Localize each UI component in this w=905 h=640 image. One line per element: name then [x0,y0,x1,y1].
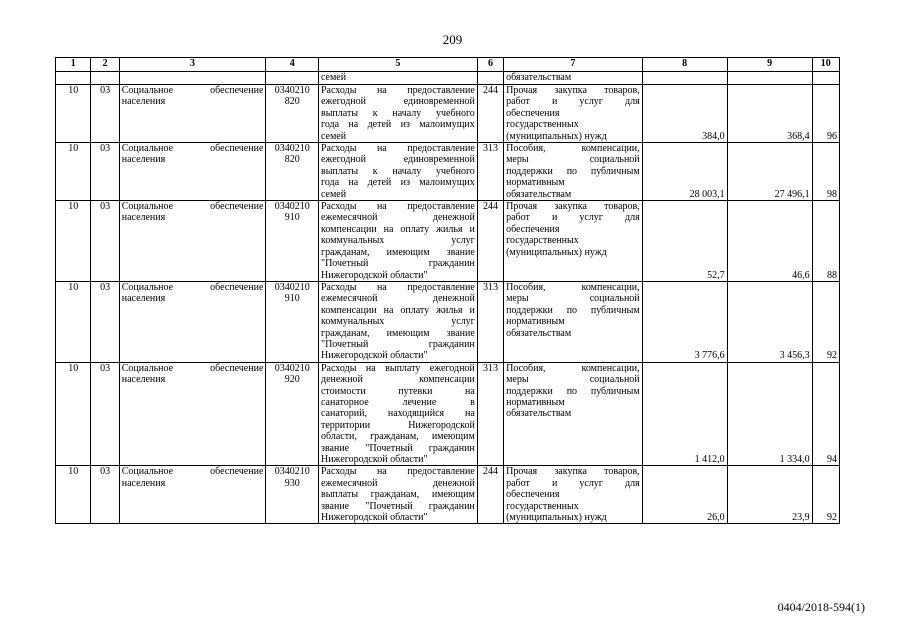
cell-section: 10 [56,143,91,201]
cell-planned: 384,0 [642,85,727,143]
header-cell: 2 [91,58,119,72]
cell-line: обязательствам [506,408,572,420]
expenditure-table [55,57,840,524]
cell-line: 0340210 [274,362,310,374]
cell-target-code [266,466,319,524]
table-row [56,85,840,143]
table-row [56,466,840,524]
cell-line: Расходы на предоставление [320,143,475,155]
cell-expense-type-name [504,362,643,466]
cell-line: Прочая закупка товаров, [506,85,640,96]
cell-target-code [266,281,319,362]
page-number: 209 [442,32,463,47]
cell-line: 930 [284,477,300,489]
cell-line: нормативным [506,396,565,408]
cell-line: Нижегородской области" [320,454,428,465]
header-cell: 7 [504,58,643,72]
cell-actual: 23,9 [727,466,812,524]
cell-target-code [266,85,319,143]
cell-expense-type: 244 [477,466,503,524]
cell-section [56,72,91,85]
cell-line: государственных [506,119,579,131]
cell-percent: 92 [812,466,839,524]
cell-line: обеспечения [506,489,560,501]
cell-line: населения [121,96,166,108]
cell-line: нормативным [506,316,565,328]
cell-line: Прочая закупка товаров, [506,201,640,213]
cell-line: нормативным [506,177,565,189]
cell-expense-description [318,85,477,143]
cell-planned: 26,0 [642,466,727,524]
cell-line: года на детей из малоимущих [320,119,475,131]
cell-line: населения [121,374,166,386]
cell-planned: 52,7 [642,201,727,282]
cell-line: работ и услуг для [506,96,640,108]
cell-expense-description: семей [318,72,477,85]
cell-percent: 98 [812,143,839,201]
cell-name [119,281,266,362]
cell-name [119,72,266,85]
cell-line: выплаты гражданам, имеющим [320,489,475,501]
cell-expense-type-name [504,201,643,282]
header-cell: 4 [266,58,319,72]
cell-line: гражданам, имеющим звание [320,246,475,258]
cell-line: меры социальной [506,374,640,386]
cell-line: звание "Почетный гражданин [320,500,475,512]
cell-percent: 88 [812,201,839,282]
header-row [56,58,840,72]
cell-line: Расходы на предоставление [320,201,475,213]
cell-line: Пособия, компенсации, [506,143,640,155]
cell-line: стоимости путевки на [320,385,475,397]
cell-expense-type-name [504,281,643,362]
cell-expense-description [318,466,477,524]
cell-subsection: 03 [91,281,119,362]
cell-line: обязательствам [506,188,572,200]
cell-expense-type: 244 [477,201,503,282]
cell-line: поддержки по публичным [506,385,640,397]
cell-line: обеспечения [506,107,560,119]
cell-subsection: 03 [91,362,119,466]
table-row [56,143,840,201]
cell-line: санаторное лечение в [320,396,475,408]
table-row [56,362,840,466]
cell-line: 820 [284,154,300,166]
cell-line: населения [121,293,166,305]
cell-target-code [266,201,319,282]
cell-expense-type-name [504,85,643,143]
cell-line: Расходы на предоставление [320,466,475,478]
cell-line: Расходы на предоставление [320,281,475,293]
cell-line: Социальное обеспечение [121,281,264,293]
cell-line: территории Нижегородской [320,419,475,431]
cell-line: Пособия, компенсации, [506,362,640,374]
cell-line: государственных [506,235,579,247]
cell-line: санаторий, находящийся на [320,408,475,420]
header-cell: 8 [642,58,727,72]
cell-expense-description [318,281,477,362]
cell-line: (муниципальных) нужд [506,246,607,258]
cell-subsection [91,72,119,85]
header-cell: 1 [56,58,91,72]
cell-line: поддержки по публичным [506,304,640,316]
header-cell: 6 [477,58,503,72]
cell-line: ежемесячной денежной [320,477,475,489]
cell-line: Социальное обеспечение [121,362,264,374]
cell-line: 0340210 [274,85,310,96]
cell-line: ежегодной единовременной [320,96,475,108]
cell-name [119,466,266,524]
cell-line: поддержки по публичным [506,165,640,177]
cell-planned: 28 003,1 [642,143,727,201]
cell-actual: 368,4 [727,85,812,143]
cell-percent: 92 [812,281,839,362]
header-cell: 9 [727,58,812,72]
header-cell: 3 [119,58,266,72]
cell-subsection: 03 [91,85,119,143]
cell-line: Нижегородской области" [320,269,428,281]
cell-line: года на детей из малоимущих [320,177,475,189]
cell-line: Социальное обеспечение [121,201,264,213]
cell-line: 0340210 [274,466,310,478]
cell-line: "Почетный гражданин [320,258,475,270]
cell-planned [642,72,727,85]
carry-over-row [56,72,840,85]
cell-actual: 3 456,3 [727,281,812,362]
cell-line: Социальное обеспечение [121,143,264,155]
document-code: 0404/2018-594(1) [777,600,865,614]
cell-expense-description [318,362,477,466]
cell-line: 910 [284,212,300,224]
cell-expense-description [318,201,477,282]
cell-percent: 94 [812,362,839,466]
cell-line: области, гражданам, имеющим [320,431,475,443]
cell-line: ежемесячной денежной [320,293,475,305]
cell-line: работ и услуг для [506,477,640,489]
cell-name [119,201,266,282]
cell-line: коммунальных услуг [320,316,475,328]
cell-target-code [266,143,319,201]
cell-name [119,143,266,201]
cell-target-code [266,72,319,85]
cell-line: "Почетный гражданин [320,338,475,350]
cell-line: коммунальных услуг [320,235,475,247]
cell-section: 10 [56,362,91,466]
cell-line: гражданам, имеющим звание [320,327,475,339]
cell-line: компенсации на оплату жилья и [320,304,475,316]
table-row [56,201,840,282]
cell-line: работ и услуг для [506,212,640,224]
header-cell: 10 [812,58,839,72]
cell-name [119,85,266,143]
cell-line: (муниципальных) нужд [506,512,607,524]
cell-line: выплаты к началу учебного [320,165,475,177]
cell-line: населения [121,477,166,489]
cell-line: денежной компенсации [320,374,475,386]
cell-expense-type: 313 [477,281,503,362]
cell-line: Нижегородской области" [320,350,428,362]
cell-line: 0340210 [274,143,310,155]
cell-percent: 96 [812,85,839,143]
cell-line: 0340210 [274,281,310,293]
cell-line: Расходы на выплату ежегодной [320,362,475,374]
cell-line: государственных [506,500,579,512]
header-cell: 5 [318,58,477,72]
cell-line: Пособия, компенсации, [506,281,640,293]
cell-line: обеспечения [506,223,560,235]
cell-line: Нижегородской области" [320,512,428,524]
cell-expense-type: 313 [477,143,503,201]
cell-line: 910 [284,293,300,305]
cell-line: ежегодной единовременной [320,154,475,166]
cell-line: (муниципальных) нужд [506,130,607,142]
cell-line: населения [121,154,166,166]
cell-line: семей [320,130,347,142]
cell-expense-type-name [504,466,643,524]
cell-line: семей [320,188,347,200]
cell-name [119,362,266,466]
cell-expense-type: 244 [477,85,503,143]
cell-actual [727,72,812,85]
cell-line: населения [121,212,166,224]
cell-line: меры социальной [506,154,640,166]
cell-expense-type-name: обязательствам [504,72,643,85]
cell-line: Прочая закупка товаров, [506,466,640,478]
cell-percent [812,72,839,85]
cell-line: ежемесячной денежной [320,212,475,224]
cell-line: меры социальной [506,293,640,305]
cell-line: выплаты к началу учебного [320,107,475,119]
cell-line: обязательствам [506,327,572,339]
cell-planned: 3 776,6 [642,281,727,362]
cell-actual: 46,6 [727,201,812,282]
cell-section: 10 [56,466,91,524]
cell-target-code [266,362,319,466]
cell-expense-type: 313 [477,362,503,466]
cell-expense-description [318,143,477,201]
cell-subsection: 03 [91,201,119,282]
cell-line: компенсации на оплату жилья и [320,223,475,235]
cell-line: 920 [284,374,300,386]
cell-actual: 1 334,0 [727,362,812,466]
cell-expense-type-name [504,143,643,201]
cell-line: звание "Почетный гражданин [320,442,475,454]
cell-line: Расходы на предоставление [320,85,475,96]
cell-section: 10 [56,85,91,143]
table-row [56,281,840,362]
cell-section: 10 [56,281,91,362]
cell-line: Социальное обеспечение [121,466,264,478]
cell-expense-type [477,72,503,85]
cell-actual: 27 496,1 [727,143,812,201]
cell-subsection: 03 [91,143,119,201]
cell-line: Социальное обеспечение [121,85,264,96]
cell-planned: 1 412,0 [642,362,727,466]
cell-subsection: 03 [91,466,119,524]
cell-line: 820 [284,96,300,108]
cell-line: 0340210 [274,201,310,213]
cell-section: 10 [56,201,91,282]
